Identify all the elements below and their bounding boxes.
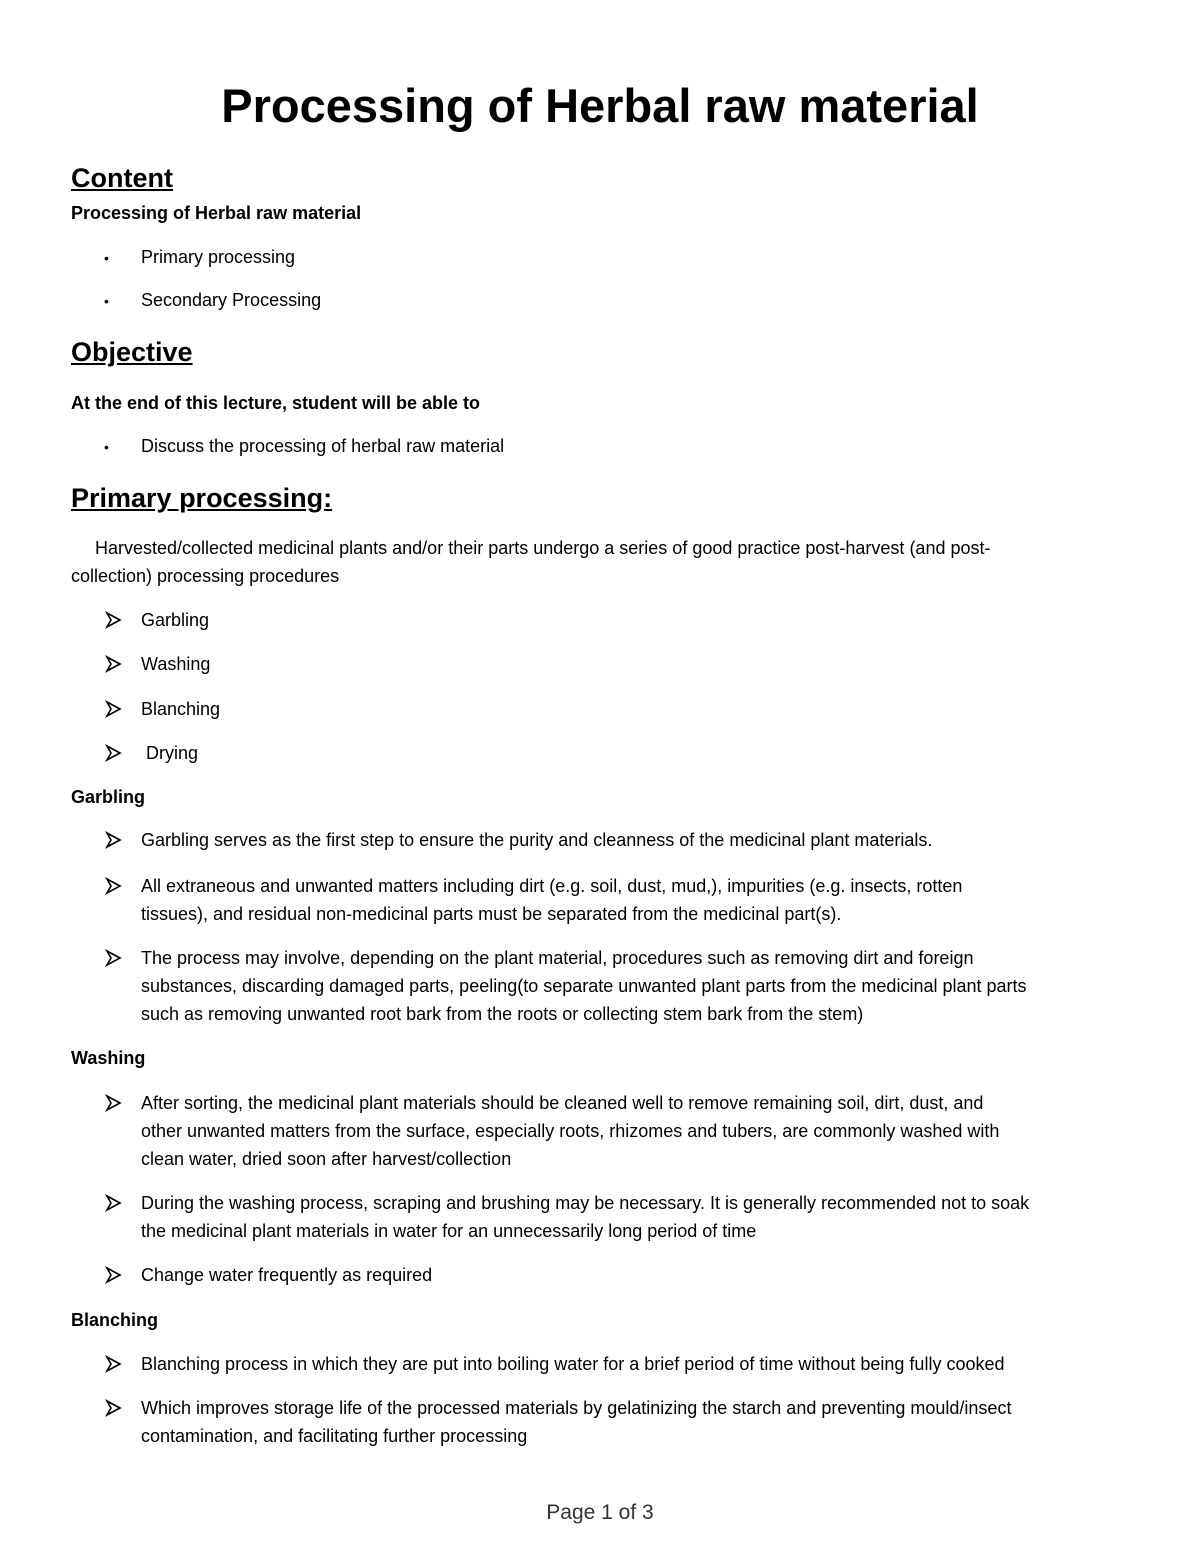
washing-point-line: After sorting, the medicinal plant materials should be cleaned well to remove remaining soil, dirt, dust, and xyxy=(141,1093,984,1113)
arrowhead-bullet-icon xyxy=(104,946,126,970)
arrowhead-bullet-icon xyxy=(104,1263,126,1287)
washing-point-line: During the washing process, scraping and brushing may be necessary. It is generally recommended not to soak xyxy=(141,1193,1030,1213)
primary-intro-line: collection) processing procedures xyxy=(71,566,340,586)
garbling-point-line: substances, discarding damaged parts, peeling(to separate unwanted plant parts from the medicinal plant parts xyxy=(141,976,1027,996)
washing-point-line: clean water, dried soon after harvest/collection xyxy=(141,1149,512,1169)
arrowhead-bullet-icon xyxy=(104,1352,126,1376)
list-item xyxy=(104,288,109,313)
arrowhead-bullet-icon xyxy=(104,697,126,721)
bullet-dot-icon: • xyxy=(104,250,109,266)
bullet-dot-icon: • xyxy=(104,439,109,455)
garbling-point-line: The process may involve, depending on the plant material, procedures such as removing dirt and foreign xyxy=(141,948,974,968)
objective-heading: Objective xyxy=(71,337,193,367)
arrowhead-bullet-icon xyxy=(104,1091,126,1115)
objective-lead: At the end of this lecture, student will be able to xyxy=(71,393,481,413)
blanching-heading: Blanching xyxy=(71,1310,159,1330)
garbling-point-line: such as removing unwanted root bark from the roots or collecting stem bark from the stem) xyxy=(141,1004,864,1024)
garbling-heading: Garbling xyxy=(71,787,146,807)
garbling-point-line: tissues), and residual non-medicinal parts must be separated from the medicinal part(s). xyxy=(141,904,842,924)
content-subheading: Processing of Herbal raw material xyxy=(71,203,362,223)
list-item xyxy=(104,434,109,459)
content-item: Primary processing xyxy=(141,247,296,267)
content-heading: Content xyxy=(71,163,173,193)
objective-item: Discuss the processing of herbal raw material xyxy=(141,436,505,456)
list-item xyxy=(104,245,109,270)
document-title: Processing of Herbal raw material xyxy=(221,79,979,132)
bullet-dot-icon: • xyxy=(104,293,109,309)
washing-point-line: Change water frequently as required xyxy=(141,1265,433,1285)
garbling-point-line: All extraneous and unwanted matters including dirt (e.g. soil, dust, mud,), impurities (e.g. insects, rotten xyxy=(141,876,963,896)
blanching-point-line: contamination, and facilitating further processing xyxy=(141,1426,528,1446)
primary-step: Blanching xyxy=(141,699,221,719)
page-number: Page 1 of 3 xyxy=(546,1501,654,1524)
arrowhead-bullet-icon xyxy=(104,1191,126,1215)
washing-point-line: other unwanted matters from the surface, especially roots, rhizomes and tubers, are commonly washed with xyxy=(141,1121,1000,1141)
arrowhead-bullet-icon xyxy=(104,1396,126,1420)
primary-step: Washing xyxy=(141,654,211,674)
washing-point-line: the medicinal plant materials in water for an unnecessarily long period of time xyxy=(141,1221,757,1241)
blanching-point-line: Which improves storage life of the processed materials by gelatinizing the starch and preventing mould/insect xyxy=(141,1398,1012,1418)
content-item: Secondary Processing xyxy=(141,290,322,310)
primary-step: Garbling xyxy=(141,610,210,630)
garbling-point-line: Garbling serves as the first step to ensure the purity and cleanness of the medicinal plant materials. xyxy=(141,830,933,850)
arrowhead-bullet-icon xyxy=(104,741,126,765)
arrowhead-bullet-icon xyxy=(104,828,126,852)
washing-heading: Washing xyxy=(71,1048,146,1068)
arrowhead-bullet-icon xyxy=(104,608,126,632)
arrowhead-bullet-icon xyxy=(104,652,126,676)
primary-intro-line: Harvested/collected medicinal plants and/or their parts undergo a series of good practice post-harvest (and post- xyxy=(95,538,991,558)
arrowhead-bullet-icon xyxy=(104,874,126,898)
blanching-point-line: Blanching process in which they are put into boiling water for a brief period of time without being fully cooked xyxy=(141,1354,1005,1374)
primary-step: Drying xyxy=(146,743,199,763)
primary-processing-heading: Primary processing: xyxy=(71,483,333,513)
